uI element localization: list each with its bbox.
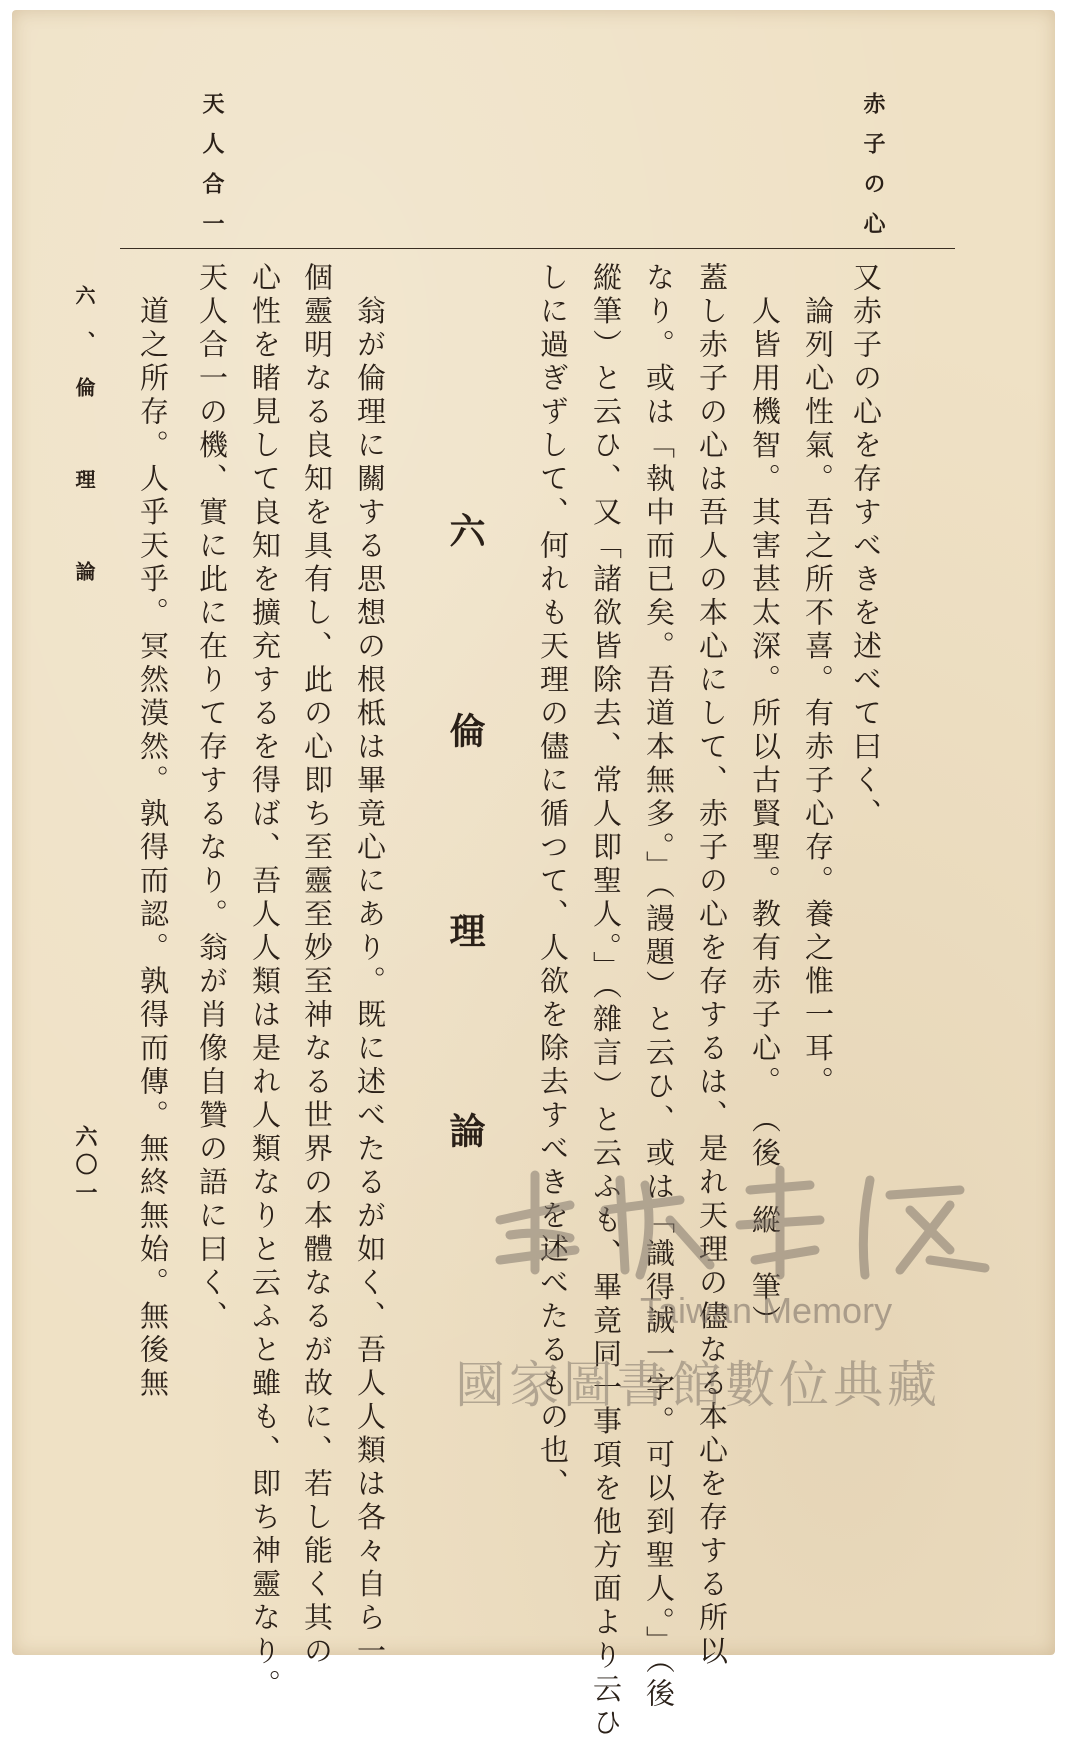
archive-watermark [440, 1150, 1000, 1520]
body-column-11: 天人合一の機、實に此に在りて存するなり。翁が肖像自贊の語に曰く、 [195, 262, 229, 1334]
body-column-8: 翁が倫理に關する思想の根柢は畢竟心にあり。既に述べたるが如く、吾人人類は各々自ら一 [353, 262, 387, 1669]
header-rule [120, 248, 955, 249]
body-column-4: 蓋し赤子の心は吾人の本心にして、赤子の心を存するは、是れ天理の儘なる本心を存する所以 [695, 262, 729, 1669]
calligraphy-logo [480, 1150, 1000, 1290]
body-column-9: 個靈明なる良知を具有し、此の心即ち至靈至妙至神なる世界の本體なるが故に、若し能く其の [300, 262, 334, 1669]
body-column-5: なり。或は「執中而已矣。吾道本無多。」（謾題）と云ひ、或は「識得誠一字。可以到聖人。」（後 [642, 262, 676, 1712]
running-head-left: 天人合一 [199, 92, 225, 252]
chapter-label: 六、倫 理 論 [72, 285, 96, 607]
body-column-3: 人皆用機智。其害甚太深。所以古賢聖。教有赤子心。 （後 縱 筆） [748, 262, 782, 1339]
body-column-10: 心性を睹見して良知を擴充するを得ば、吾人人類は是れ人類なりと云ふと雖も、即ち神靈なり。 [248, 262, 282, 1703]
watermark-english: Taiwan Memory [640, 1290, 893, 1331]
body-column-2: 論列心性氣。吾之所不喜。有赤子心存。養之惟一耳。 [801, 262, 835, 1100]
section-heading: 六 倫 理 論 [444, 512, 486, 1212]
watermark-chinese: 國家圖書館數位典藏 [455, 1356, 941, 1414]
body-column-12: 道之所存。人乎天乎。冥然漠然。孰得而認。孰得而傳。無終無始。無後無 [136, 262, 170, 1401]
body-column-7: しに過ぎずして、何れも天理の儘に循つて、人欲を除去すべきを述べたるもの也、 [536, 262, 570, 1502]
page-number: 六〇一 [72, 1125, 98, 1209]
body-column-6: 縱筆）と云ひ、又「諸欲皆除去、常人即聖人。」（雜言）と云ふも、畢竟同一事項を他方面より云ひ [589, 262, 623, 1741]
running-head-right: 赤子の心 [860, 92, 886, 252]
body-column-1: 又赤子の心を存すべきを述べて曰く、 [849, 262, 883, 832]
